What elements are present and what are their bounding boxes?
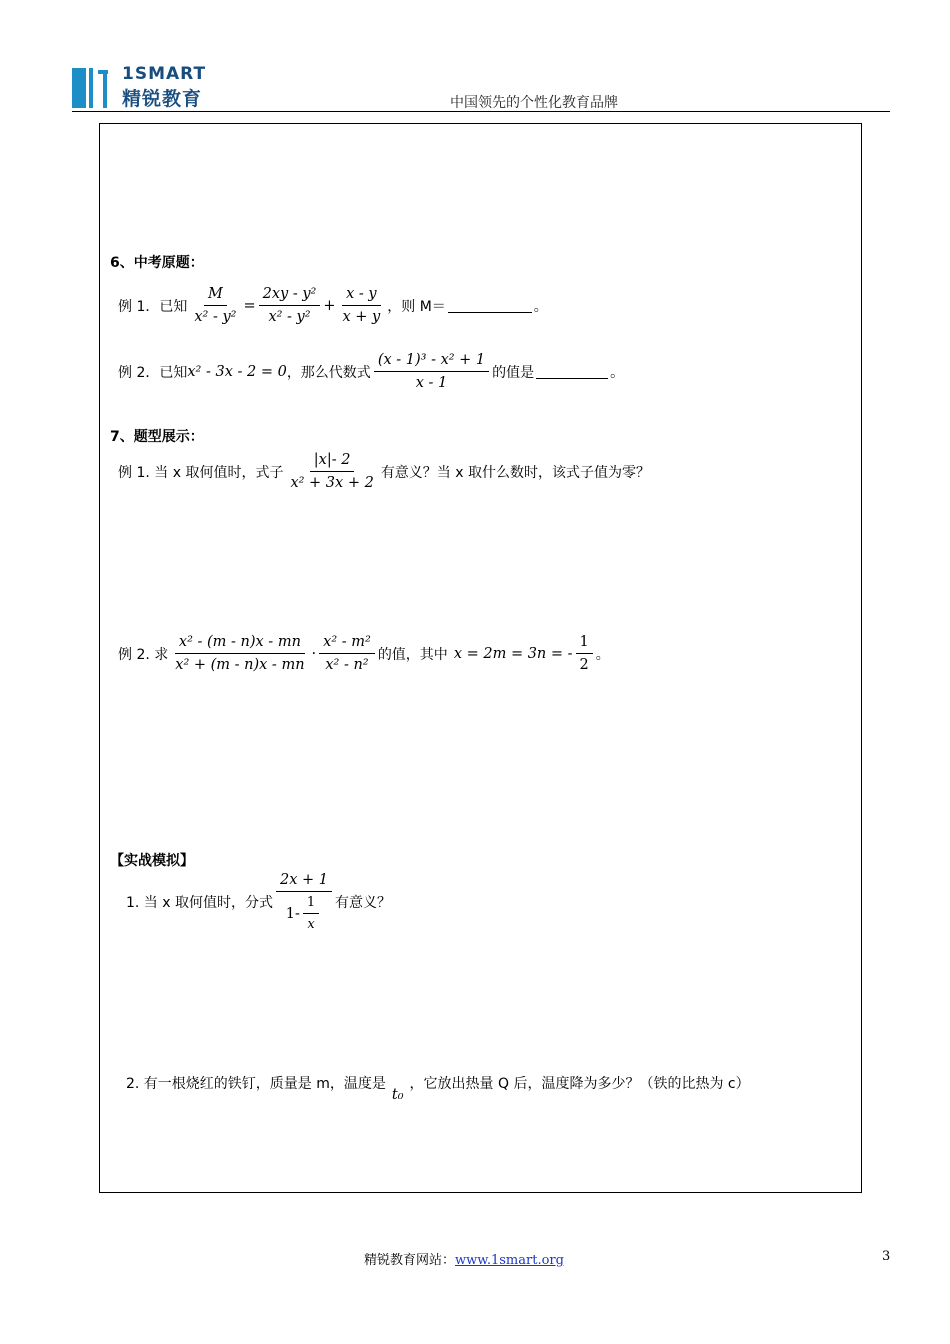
logo-mark-one-stem (103, 70, 107, 108)
s7-ex2-f2-numerator: x² - m² (319, 634, 375, 654)
s7-ex2-end: 。 (595, 646, 610, 663)
logo-chinese-text: 精锐教育 (122, 88, 203, 110)
ex2-fraction (374, 352, 489, 391)
footer (364, 1249, 564, 1268)
ex1-label: 例 1．已知 (118, 298, 188, 315)
ex1-tail: ，则 M＝ (387, 298, 446, 315)
ex1-rhs2-fraction (339, 286, 385, 325)
section7-example1 (118, 452, 650, 491)
ex1-rhs1-denominator: x² - y² (268, 309, 311, 325)
q1-denominator (282, 892, 326, 932)
q1-inner-numerator: 1 (303, 895, 319, 914)
ex2-denominator: x - 1 (415, 375, 448, 391)
s7-ex2-condition: x = 2m = 3n = - (453, 645, 573, 662)
s7-ex1-tail: 有意义？当 x 取什么数时，该式子值为零？ (380, 464, 650, 481)
ex2-end: 。 (610, 364, 625, 381)
ex1-answer-blank[interactable] (448, 298, 532, 313)
logo-mark-bar (72, 68, 86, 108)
practice-question2 (126, 1073, 750, 1103)
section6-example2 (118, 352, 624, 391)
header-divider (72, 111, 890, 112)
s7-ex1-fraction (286, 452, 377, 491)
ex2-tail: 的值是 (492, 364, 535, 381)
q1-denominator-prefix: 1- (285, 905, 300, 922)
ex2-answer-blank[interactable] (536, 364, 608, 379)
ex2-condition: x² - 3x - 2 = 0 (187, 363, 287, 380)
ex1-lhs-numerator: M (204, 286, 227, 306)
logo-mark-thin-bar (89, 68, 93, 108)
s7-ex2-dot: · (311, 645, 317, 662)
footer-website-link[interactable]: www.1smart.org (455, 1253, 564, 1268)
s7-ex2-half-fraction (576, 634, 593, 673)
s7-ex2-f1-numerator: x² - (m - n)x - mn (175, 634, 305, 654)
ex1-lhs-denominator: x² - y² (194, 309, 237, 325)
section6-example1 (118, 286, 548, 325)
practice-question1 (126, 872, 391, 932)
ex1-lhs-fraction (190, 286, 240, 325)
s7-ex2-f1-denominator: x² + (m - n)x - mn (175, 657, 305, 673)
s7-ex1-label: 例 1. 当 x 取何值时，式子 (118, 464, 284, 481)
q1-inner-fraction (303, 895, 319, 932)
q1-fraction (276, 872, 332, 932)
page-number: 3 (882, 1249, 891, 1264)
s7-ex2-label: 例 2. 求 (118, 646, 169, 663)
q1-inner-denominator: x (307, 917, 315, 932)
q2-tail: ，它放出热量 Q 后，温度降为多少？（铁的比热为 c） (409, 1076, 750, 1092)
header-slogan: 中国领先的个性化教育品牌 (450, 95, 618, 111)
ex2-label: 例 2．已知 (118, 364, 188, 381)
s7-ex1-numerator: |x|- 2 (310, 452, 355, 472)
ex1-rhs2-numerator: x - y (342, 286, 381, 306)
s7-ex2-fraction1 (171, 634, 308, 673)
s7-ex2-half-numerator: 1 (576, 634, 593, 654)
ex2-middle-text: ，那么代数式 (286, 364, 371, 381)
ex2-numerator: (x - 1)³ - x² + 1 (374, 352, 489, 372)
ex1-plus: + (323, 297, 336, 314)
practice-heading: 【实战模拟】 (110, 853, 194, 869)
ex1-end: 。 (533, 298, 548, 315)
s7-ex2-f2-denominator: x² - n² (325, 657, 369, 673)
section6-heading: 6、中考原题： (110, 255, 204, 271)
s7-ex2-fraction2 (319, 634, 375, 673)
q1-numerator: 2x + 1 (276, 872, 332, 892)
q1-tail: 有意义？ (335, 895, 391, 911)
ex1-equals: = (243, 297, 256, 314)
brand-logo (72, 66, 232, 112)
ex1-rhs2-denominator: x + y (342, 309, 381, 325)
logo-brand-text: 1SMART (122, 64, 207, 84)
section7-example2 (118, 634, 610, 673)
q2-variable: t₀ (391, 1087, 404, 1103)
ex1-rhs1-fraction (259, 286, 321, 325)
s7-ex1-denominator: x² + 3x + 2 (290, 475, 374, 491)
section7-heading: 7、题型展示： (110, 429, 204, 445)
footer-label: 精锐教育网站： (364, 1253, 456, 1268)
s7-ex2-middle-text: 的值，其中 (377, 646, 448, 663)
q1-label: 1. 当 x 取何值时，分式 (126, 895, 273, 911)
s7-ex2-half-denominator: 2 (579, 657, 589, 673)
ex1-rhs1-numerator: 2xy - y² (259, 286, 321, 306)
q2-text: 2. 有一根烧红的铁钉，质量是 m，温度是 (126, 1076, 386, 1092)
